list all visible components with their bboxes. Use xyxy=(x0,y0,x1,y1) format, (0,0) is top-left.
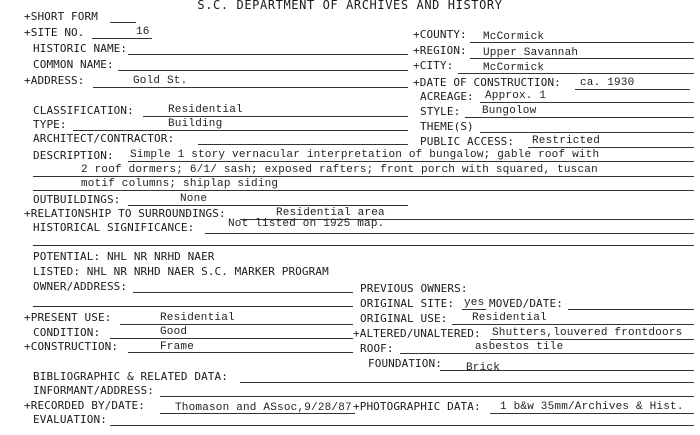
common-name-line xyxy=(118,70,408,71)
style-label: STYLE: xyxy=(420,105,461,118)
altered-label: +ALTERED/UNALTERED: xyxy=(353,327,481,340)
city-value[interactable]: McCormick xyxy=(483,62,545,74)
moved-date-label: MOVED/DATE: xyxy=(489,297,563,310)
style-value[interactable]: Bungolow xyxy=(482,105,537,117)
foundation-line xyxy=(440,370,694,371)
significance-value[interactable]: Not listed on 1925 map. xyxy=(228,218,385,230)
informant-label: INFORMANT/ADDRESS: xyxy=(33,384,155,397)
style-line xyxy=(465,117,694,118)
significance-line xyxy=(205,233,694,234)
historic-name-label: HISTORIC NAME: xyxy=(33,42,128,55)
outbuildings-value[interactable]: None xyxy=(180,193,208,205)
public-access-value[interactable]: Restricted xyxy=(532,135,601,147)
description-line-1[interactable]: Simple 1 story vernacular interpretation of bungalow; gable roof with xyxy=(130,149,600,161)
acreage-label: ACREAGE: xyxy=(420,90,474,103)
informant-line xyxy=(160,396,694,397)
recorded-value[interactable]: Thomason and ASsoc,9/28/87 xyxy=(175,402,352,414)
county-value[interactable]: McCormick xyxy=(483,31,545,43)
relationship-value[interactable]: Residential area xyxy=(276,207,385,219)
condition-line xyxy=(110,338,353,339)
original-site-label: ORIGINAL SITE: xyxy=(360,297,455,310)
region-line xyxy=(470,58,694,59)
significance-label: HISTORICAL SIGNIFICANCE: xyxy=(33,221,195,234)
historic-name-line xyxy=(128,54,408,55)
public-access-label: PUBLIC ACCESS: xyxy=(420,135,515,148)
original-use-value[interactable]: Residential xyxy=(472,312,547,324)
construction-line xyxy=(128,352,353,353)
type-line xyxy=(73,130,408,131)
date-value[interactable]: ca. 1930 xyxy=(580,77,635,89)
original-site-value[interactable]: yes xyxy=(464,297,485,309)
owner-rule-2 xyxy=(33,306,353,307)
type-label: TYPE: xyxy=(33,118,67,131)
theme-line xyxy=(480,132,694,133)
classification-line xyxy=(143,116,408,117)
architect-label: ARCHITECT/CONTRACTOR: xyxy=(33,132,175,145)
owner-label: OWNER/ADDRESS: xyxy=(33,280,128,293)
biblio-label: BIBLIOGRAPHIC & RELATED DATA: xyxy=(33,370,228,383)
previous-owners-label: PREVIOUS OWNERS: xyxy=(360,282,468,295)
form-title: S.C. DEPARTMENT OF ARCHIVES AND HISTORY xyxy=(197,0,503,12)
roof-value[interactable]: asbestos tile xyxy=(475,341,564,353)
site-no-label: +SITE NO. xyxy=(24,26,85,39)
short-form-line xyxy=(110,22,136,23)
evaluation-label: EVALUATION: xyxy=(33,413,107,426)
date-line xyxy=(575,89,690,90)
public-access-line xyxy=(528,147,694,148)
description-rule-3 xyxy=(33,190,694,191)
foundation-value[interactable]: Brick xyxy=(466,362,501,374)
acreage-line xyxy=(480,102,694,103)
description-label: DESCRIPTION: xyxy=(33,149,114,162)
photographic-value[interactable]: 1 b&w 35mm/Archives & Hist. xyxy=(500,401,684,413)
potential-label: POTENTIAL: NHL NR NRHD NAER xyxy=(33,250,215,263)
short-form-label: +SHORT FORM xyxy=(24,10,98,23)
theme-label: THEME(S) xyxy=(420,120,474,133)
site-no-value[interactable]: 16 xyxy=(136,26,150,38)
description-line-3[interactable]: motif columns; shiplap siding xyxy=(81,178,279,190)
outbuildings-label: OUTBUILDINGS: xyxy=(33,193,121,206)
condition-value[interactable]: Good xyxy=(160,326,188,338)
owner-line xyxy=(133,292,353,293)
biblio-line xyxy=(240,382,694,383)
acreage-value[interactable]: Approx. 1 xyxy=(485,90,547,102)
photographic-line xyxy=(490,413,694,414)
date-label: +DATE OF CONSTRUCTION: xyxy=(413,76,561,89)
description-rule-2 xyxy=(33,176,694,177)
outbuildings-line xyxy=(128,205,408,206)
description-line-2[interactable]: 2 roof dormers; 6/1/ sash; exposed rafters; front porch with squared, tuscan xyxy=(81,164,598,176)
condition-label: CONDITION: xyxy=(33,326,101,339)
site-no-line xyxy=(92,38,152,39)
county-line xyxy=(470,42,694,43)
foundation-label: FOUNDATION: xyxy=(368,357,442,370)
description-rule-1 xyxy=(128,161,694,162)
present-use-value[interactable]: Residential xyxy=(160,312,235,324)
altered-value[interactable]: Shutters,louvered frontdoors xyxy=(492,327,683,339)
significance-rule-2 xyxy=(33,245,694,246)
county-label: +COUNTY: xyxy=(413,28,467,41)
evaluation-line xyxy=(110,425,694,426)
common-name-label: COMMON NAME: xyxy=(33,58,114,71)
original-use-label: ORIGINAL USE: xyxy=(360,312,448,325)
original-use-line xyxy=(452,324,694,325)
architect-line xyxy=(198,144,408,145)
present-use-label: +PRESENT USE: xyxy=(24,311,112,324)
construction-label: +CONSTRUCTION: xyxy=(24,340,119,353)
city-line xyxy=(458,73,694,74)
roof-label: ROOF: xyxy=(360,342,394,355)
roof-line xyxy=(400,353,694,354)
recorded-line xyxy=(160,413,355,414)
region-value[interactable]: Upper Savannah xyxy=(483,47,579,59)
address-line xyxy=(93,87,408,88)
city-label: +CITY: xyxy=(413,59,454,72)
address-value[interactable]: Gold St. xyxy=(133,75,188,87)
classification-label: CLASSIFICATION: xyxy=(33,104,134,117)
classification-value[interactable]: Residential xyxy=(168,104,243,116)
recorded-label: +RECORDED BY/DATE: xyxy=(24,399,146,412)
photographic-label: +PHOTOGRAPHIC DATA: xyxy=(353,400,481,413)
altered-line xyxy=(490,339,694,340)
construction-value[interactable]: Frame xyxy=(160,341,195,353)
relationship-label: +RELATIONSHIP TO SURROUNDINGS: xyxy=(24,207,226,220)
original-site-line xyxy=(462,309,486,310)
listed-label: LISTED: NHL NR NRHD NAER S.C. MARKER PROGRAM xyxy=(33,265,329,278)
region-label: +REGION: xyxy=(413,44,467,57)
present-use-line xyxy=(120,324,353,325)
type-value[interactable]: Building xyxy=(168,118,223,130)
moved-date-line xyxy=(568,309,694,310)
address-label: +ADDRESS: xyxy=(24,74,85,87)
